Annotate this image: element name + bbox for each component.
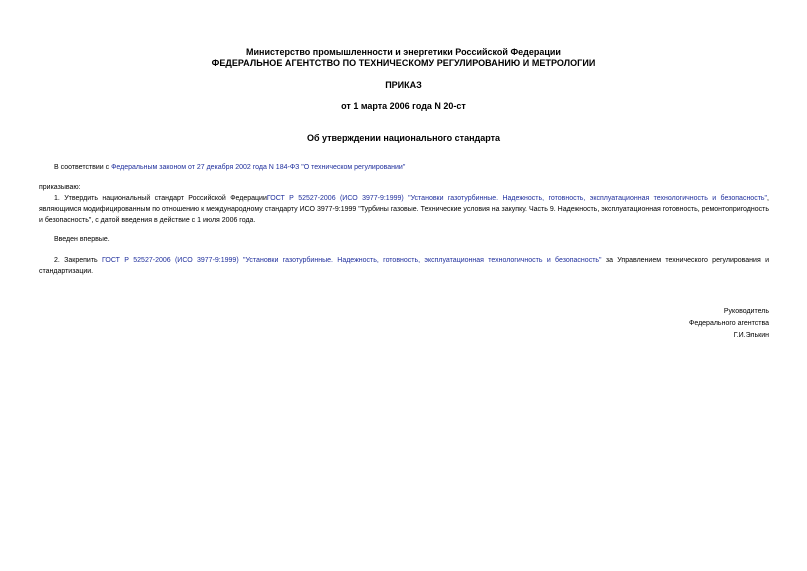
item-1-paragraph [39,193,769,226]
standard-link-2[interactable]: ГОСТ Р 52527-2006 (ИСО 3977-9:1999) "Установки газотурбинные. Надежность, готовность, эксплуатационная технологичность и безопасность" [102,257,602,264]
standard-link-1[interactable]: ГОСТ Р 52527-2006 (ИСО 3977-9:1999) "Установки газотурбинные. Надежность, готовность, эксплуатационная технологичность и безопасность" [266,195,768,202]
page-title: Об утверждении национального стандарта [306,133,501,143]
date-number-heading: от 1 марта 2006 года N 20-ст [341,101,466,111]
ministry-heading: Министерство промышленности и энергетики Российской Федерации [246,47,561,57]
item-1-prefix: 1. Утвердить национальный стандарт Российской Федерации [54,195,267,202]
intro-note: Введен впервые. [54,236,110,243]
item-2-suffix: за Управлением технического регулирования и стандартизации. [39,257,769,275]
preamble-paragraph [39,162,769,173]
order-word: приказываю: [39,184,81,191]
item-2-paragraph [39,255,769,277]
doc-type-heading: ПРИКАЗ [385,80,422,90]
preamble-prefix: В соответствии с [54,164,112,171]
signature-block [689,306,769,342]
signatory-organization: Федерального агентства [689,320,769,327]
item-2-prefix: 2. Закрепить [54,257,103,264]
federal-law-link[interactable]: Федеральным законом от 27 декабря 2002 года N 184-ФЗ "О техническом регулировании" [111,164,406,171]
signatory-name: Г.И.Элькин [733,332,769,339]
item-1-suffix: , являющимся модифицированным по отношению к международному стандарту ИСО 3977-9:1999 "Турбины газовые. Технические условия на закупку. Часть 9. Надежность, эксплуатационная готовность, ремонтопригодность и безопасность", с датой введения в действие с 1 июля 2006 года. [39,195,769,224]
signatory-position: Руководитель [723,308,769,315]
agency-heading: ФЕДЕРАЛЬНОЕ АГЕНТСТВО ПО ТЕХНИЧЕСКОМУ РЕГУЛИРОВАНИЮ И МЕТРОЛОГИИ [211,58,596,68]
